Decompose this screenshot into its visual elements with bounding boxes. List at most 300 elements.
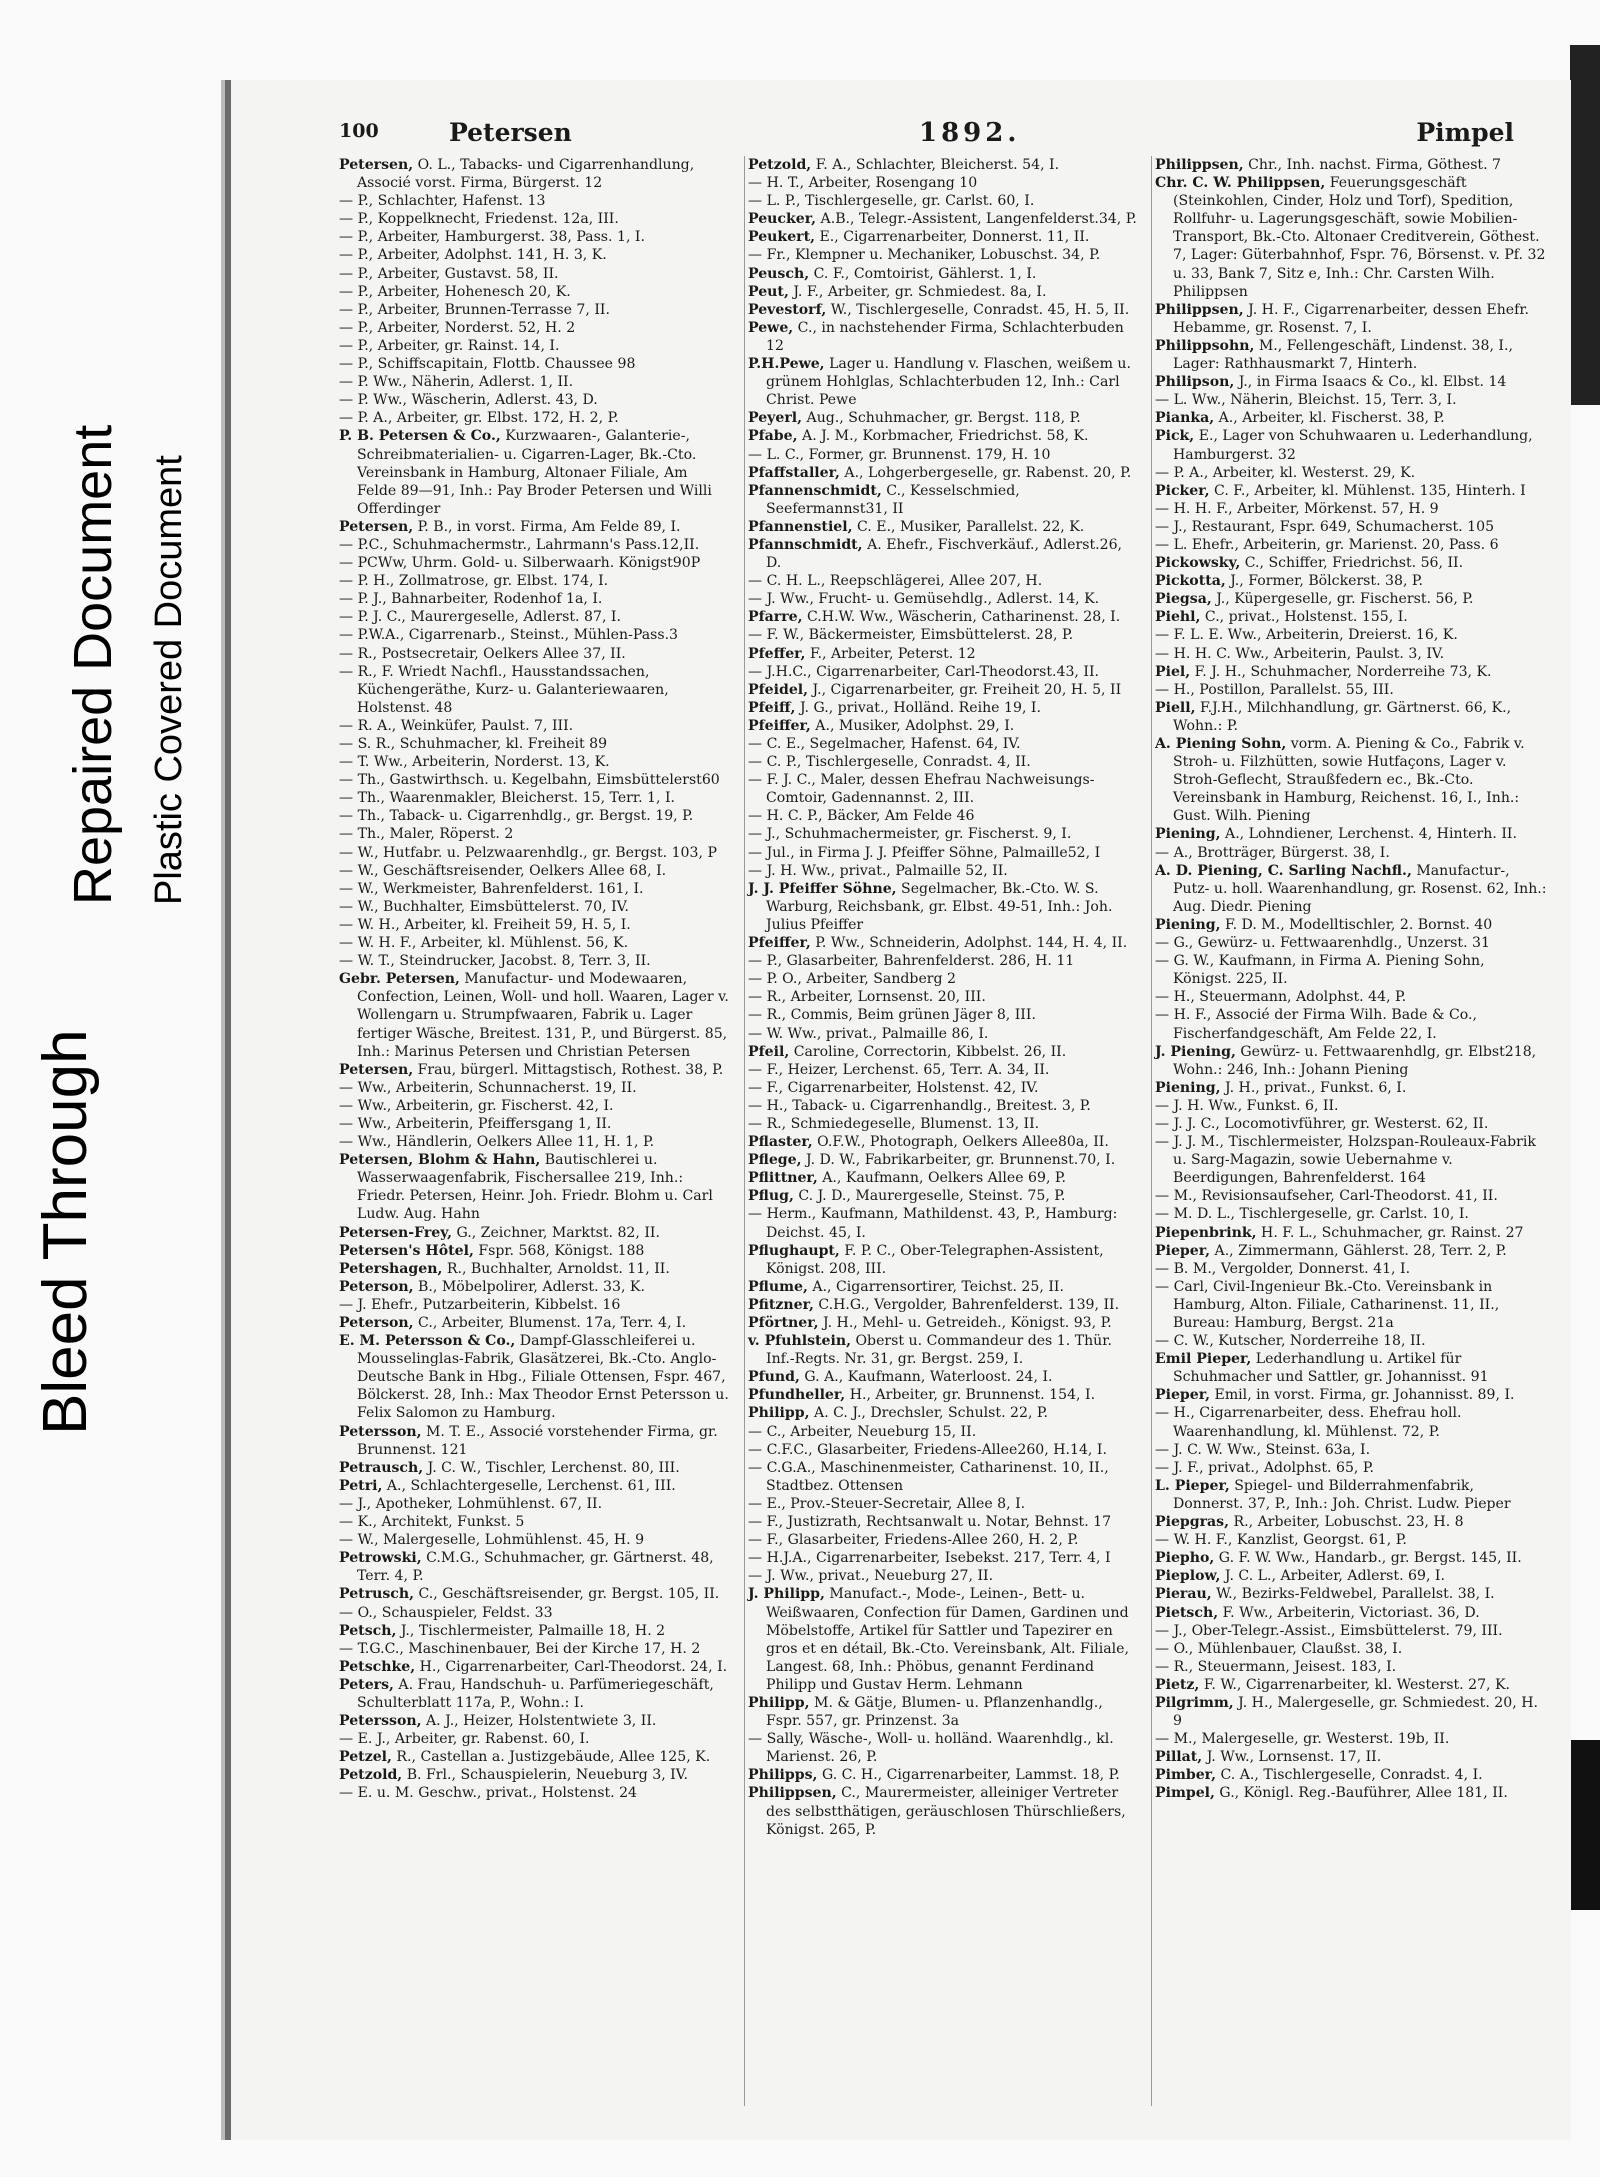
entry-name: Petershagen, <box>339 1260 443 1277</box>
entry-details: — W., Hutfabr. u. Pelzwaarenhdlg., gr. Bergst. 103, P <box>339 844 717 861</box>
entry-details: — G. W., Kaufmann, in Firma A. Piening Sohn, Königst. 225, II. <box>1155 953 1485 988</box>
entry-details: — J. Ww., Frucht- u. Gemüsehdlg., Adlerst. 14, K. <box>748 591 1100 608</box>
entry-details: C.H.W. Ww., Wäscherin, Catharinenst. 28, I. <box>802 609 1121 626</box>
directory-entry <box>339 663 731 717</box>
entry-details: E., Cigarrenarbeiter, Donnerst. 11, II. <box>815 229 1090 246</box>
entry-name: Picker, <box>1155 482 1210 499</box>
entry-name: Emil Pieper, <box>1155 1351 1252 1368</box>
entry-name: P.H.Pewe, <box>748 356 825 373</box>
directory-entry <box>339 1423 731 1459</box>
entry-details: — Carl, Civil-Ingenieur Bk.-Cto. Vereinsbank in Hamburg, Alton. Filiale, Catharinenst. 11, II., Bureau: Hamburg, Bergst. 21a <box>1155 1278 1500 1331</box>
directory-entry <box>1155 934 1547 952</box>
entry-details: — M. D. L., Tischlergeselle, gr. Carlst. 10, I. <box>1155 1206 1469 1223</box>
entry-name: Philipp, <box>748 1405 810 1422</box>
directory-entry <box>748 1151 1140 1169</box>
directory-entry <box>1155 427 1547 463</box>
directory-entry <box>1155 1043 1547 1079</box>
directory-entry <box>748 192 1140 210</box>
directory-entry <box>748 807 1140 825</box>
entry-details: J., Former, Bölckerst. 38, P. <box>1225 573 1424 590</box>
directory-entry <box>1155 608 1547 626</box>
directory-entry <box>339 717 731 735</box>
entry-details: Manufact.-, Mode-, Leinen-, Bett- u. Weißwaaren, Confection für Damen, Gardinen und Möbelstoffe, Artikel für Sattler und Tapezirer en gros et en détail, Bk.-Cto. Vereinsbank, Alt. Filiale, Langest. 68, Inh.: Phöbus, genannt Ferdinand Philipp und Gustav Herm. Lehmann <box>766 1586 1129 1693</box>
directory-entry <box>339 554 731 572</box>
directory-entry <box>748 1368 1140 1386</box>
directory-entry <box>1155 590 1547 608</box>
entry-details: Bautischlerei u. Wasserwaagenfabrik, Fischersallee 219, Inh.: Friedr. Petersen, Heinr. Joh. Friedr. Blohm u. Carl Ludw. Aug. Hahn <box>357 1152 713 1223</box>
directory-entry <box>748 1766 1140 1784</box>
directory-entry <box>1155 1079 1547 1097</box>
directory-entry <box>748 608 1140 626</box>
entry-details: G., Zeichner, Marktst. 82, II. <box>451 1224 660 1241</box>
entry-name: J. Piening, <box>1155 1043 1236 1060</box>
entry-details: — J. C. W. Ww., Steinst. 63a, I. <box>1155 1441 1371 1458</box>
entry-details: C., Geschäftsreisender, gr. Bergst. 105, II. <box>414 1586 720 1603</box>
entry-name: Peusch, <box>748 265 810 282</box>
directory-entry <box>339 228 731 246</box>
entry-name: Peyerl, <box>748 410 803 427</box>
column-2 <box>744 156 1140 2106</box>
entry-details: H., Cigarrenarbeiter, Carl-Theodorst. 24, I. <box>415 1658 728 1675</box>
entry-details: — P.C., Schuhmachermstr., Lahrmann's Pass.12,II. <box>339 536 700 553</box>
directory-entry <box>339 952 731 970</box>
directory-entry <box>339 1260 731 1278</box>
entry-details: A., Schlachtergeselle, Lerchenst. 61, III. <box>382 1477 676 1494</box>
entry-details: — R., Schmiedegeselle, Blumenst. 13, II. <box>748 1115 1040 1132</box>
directory-entry <box>748 446 1140 464</box>
entry-name: Pimpel, <box>1155 1785 1215 1802</box>
directory-entry <box>1155 1604 1547 1622</box>
entry-details: F. W., Cigarrenarbeiter, kl. Westerst. 27, K. <box>1199 1676 1511 1693</box>
entry-details: — A., Brotträger, Bürgerst. 38, I. <box>1155 844 1390 861</box>
directory-entry <box>339 844 731 862</box>
entry-details: R., Buchhalter, Arnoldst. 11, II. <box>442 1260 670 1277</box>
directory-entry <box>748 862 1140 880</box>
entry-details: A., Arbeiter, kl. Fischerst. 38, P. <box>1214 410 1445 427</box>
entry-details: — P., Arbeiter, Hohenesch 20, K. <box>339 283 571 300</box>
entry-details: A. Frau, Handschuh- u. Parfümeriegeschäft, Schulterblatt 117a, P., Wohn.: I. <box>357 1676 714 1711</box>
page-header <box>339 120 1539 150</box>
entry-details: — P. A., Arbeiter, kl. Westerst. 29, K. <box>1155 464 1416 481</box>
entry-details: W., Tischlergeselle, Conradst. 45, H. 5, II. <box>826 301 1130 318</box>
directory-entry <box>1155 572 1547 590</box>
directory-entry <box>339 1784 731 1802</box>
entry-details: A. C. J., Drechsler, Schulst. 22, P. <box>809 1405 1049 1422</box>
entry-details: F. Ww., Arbeiterin, Victoriast. 36, D. <box>1218 1604 1480 1621</box>
directory-entry <box>748 1549 1140 1567</box>
entry-details: Oberst u. Commandeur des 1. Thür. Inf.-Regts. Nr. 31, gr. Bergst. 259, I. <box>766 1333 1112 1368</box>
directory-entry <box>748 1423 1140 1441</box>
directory-entry <box>748 880 1140 934</box>
entry-details: C., Kesselschmied, Seefermannst31, II <box>766 482 1020 517</box>
entry-details: — J., Ober-Telegr.-Assist., Eimsbüttelerst. 79, III. <box>1155 1622 1503 1639</box>
directory-entry <box>748 301 1140 319</box>
entry-details: — P., Arbeiter, gr. Rainst. 14, I. <box>339 337 560 354</box>
entry-name: Petzold, <box>748 157 812 173</box>
entry-name: Pflug, <box>748 1188 794 1205</box>
directory-entry <box>748 1296 1140 1314</box>
entry-details: — W. H. F., Kanzlist, Georgst. 61, P. <box>1155 1532 1407 1549</box>
directory-entry <box>339 735 731 753</box>
entry-details: — Jul., in Firma J. J. Pfeiffer Söhne, Palmaille52, I <box>748 844 1101 861</box>
directory-entry <box>748 464 1140 482</box>
entry-name: Petschke, <box>339 1658 416 1675</box>
entry-details: — F. J. C., Maler, dessen Ehefrau Nachweisungs-Comtoir, Gadennannst. 2, III. <box>748 772 1095 807</box>
entry-name: P. B. Petersen & Co., <box>339 428 501 445</box>
entry-name: v. Pfuhlstein, <box>748 1333 852 1350</box>
directory-entry <box>748 409 1140 427</box>
entry-name: Pfeiffer, <box>748 717 811 734</box>
entry-details: J. C. L., Arbeiter, Adlerst. 69, I. <box>1220 1568 1445 1585</box>
entry-name: Philippsen, <box>1155 301 1244 318</box>
entry-details: — J. J. C., Locomotivführer, gr. Westerst. 62, II. <box>1155 1115 1489 1132</box>
entry-name: Peterson, <box>339 1315 414 1331</box>
entry-details: Kurzwaaren-, Galanterie-, Schreibmaterialien- u. Cigarren-Lager, Bk.-Cto. Vereinsbank in Hamburg, Altonaer Filiale, Am Felde 89—91, Inh.: Pay Broder Petersen und Willi Offerdinger <box>357 428 712 517</box>
entry-details: — T.G.C., Maschinenbauer, Bei der Kirche 17, H. 2 <box>339 1640 701 1657</box>
entry-details: — E. J., Arbeiter, gr. Rabenst. 60, I. <box>339 1731 590 1748</box>
directory-entry <box>339 156 731 192</box>
directory-entry <box>339 1585 731 1603</box>
directory-entry <box>339 898 731 916</box>
entry-details: — T. Ww., Arbeiterin, Norderst. 13, K. <box>339 754 610 771</box>
scan-edge-top <box>1570 45 1600 405</box>
entry-name: Pewe, <box>748 319 794 336</box>
entry-name: Piening, <box>1155 826 1221 843</box>
directory-entry <box>339 518 731 536</box>
entry-details: A., Cigarrensortirer, Teichst. 25, II. <box>807 1278 1064 1295</box>
entry-details: — H., Cigarrenarbeiter, dess. Ehefrau holl. Waarenhandlung, kl. Mühlenst. 72, P. <box>1155 1405 1462 1440</box>
entry-name: Pflege, <box>748 1152 802 1169</box>
directory-entry <box>1155 825 1547 843</box>
directory-entry <box>1155 1332 1547 1350</box>
entry-details: C., privat., Holstenst. 155, I. <box>1200 609 1408 626</box>
directory-entry <box>748 1694 1140 1730</box>
directory-entry <box>1155 1242 1547 1260</box>
scan-edge-bottom <box>1570 1740 1600 1910</box>
directory-entry <box>748 1386 1140 1404</box>
entry-name: Pfannenstiel, <box>748 518 853 535</box>
entry-details: J. H., privat., Funkst. 6, I. <box>1220 1079 1407 1096</box>
directory-entry <box>1155 1477 1547 1513</box>
side-labels <box>0 0 210 2177</box>
directory-entry <box>339 862 731 880</box>
directory-entry <box>1155 1386 1547 1404</box>
entry-details: — W., Werkmeister, Bahrenfelderst. 161, I. <box>339 880 644 897</box>
directory-entry <box>339 645 731 663</box>
entry-details: — C. H. L., Reepschlägerei, Allee 207, H. <box>748 573 1043 590</box>
entry-details: — R., Commis, Beim grünen Jäger 8, III. <box>748 1007 1036 1024</box>
entry-details: H., Arbeiter, gr. Brunnenst. 154, I. <box>845 1387 1096 1404</box>
entry-name: Peterson, <box>339 1278 414 1295</box>
entry-details: Segelmacher, Bk.-Cto. W. S. Warburg, Reichsbank, gr. Elbst. 49-51, Inh.: Joh. Julius Pfeiffer <box>766 880 1113 933</box>
entry-details: W., Bezirks-Feldwebel, Parallelst. 38, I. <box>1211 1586 1495 1603</box>
directory-entry <box>1155 1549 1547 1567</box>
entry-details: C.H.G., Vergolder, Bahrenfelderst. 139, II. <box>813 1296 1120 1313</box>
directory-entry <box>748 934 1140 952</box>
directory-entry <box>339 1242 731 1260</box>
entry-name: Petrusch, <box>339 1586 415 1603</box>
directory-entry <box>748 988 1140 1006</box>
entry-details: — P., Arbeiter, Hamburgerst. 38, Pass. 1, I. <box>339 229 645 246</box>
entry-name: Pfund, <box>748 1369 800 1386</box>
directory-entry <box>339 1748 731 1766</box>
entry-name: Petzel, <box>339 1749 392 1766</box>
entry-details: — H., Steuermann, Adolphst. 44, P. <box>1155 989 1407 1006</box>
entry-details: J., Cigarrenarbeiter, gr. Freiheit 20, H. 5, II <box>808 681 1122 698</box>
entry-details: — J., Restaurant, Fspr. 649, Schumacherst. 105 <box>1155 518 1495 535</box>
entry-details: J. F., Arbeiter, gr. Schmiedest. 8a, I. <box>788 283 1047 300</box>
directory-entry <box>1155 1730 1547 1748</box>
entry-details: H. F. L., Schuhmacher, gr. Rainst. 27 <box>1256 1224 1524 1241</box>
entry-details: A., Kaufmann, Oelkers Allee 69, P. <box>817 1170 1067 1187</box>
directory-entry <box>1155 337 1547 373</box>
directory-entry <box>1155 373 1547 391</box>
directory-entry <box>339 1622 731 1640</box>
entry-details: — E. u. M. Geschw., privat., Holstenst. 24 <box>339 1785 638 1802</box>
entry-details: C. E., Musiker, Parallelst. 22, K. <box>852 518 1085 535</box>
directory-entry <box>748 1495 1140 1513</box>
entry-details: Dampf-Glasschleiferei u. Mousselinglas-Fabrik, Glasätzerei, Bk.-Cto. Anglo-Deutsche Bank in Hbg., Filiale Ottensen, Fspr. 467, Bölckerst. 28, Inh.: Max Theodor Ernst Petersson u. Felix Salomon zu Hamburg. <box>357 1333 729 1422</box>
directory-entry <box>339 1658 731 1676</box>
directory-entry <box>1155 1640 1547 1658</box>
entry-details: A. J. M., Korbmacher, Friedrichst. 58, K. <box>797 428 1089 445</box>
directory-entry <box>748 1531 1140 1549</box>
entry-name: Pfannschmidt, <box>748 536 863 553</box>
entry-details: C., Schiffer, Friedrichst. 56, II. <box>1240 555 1464 572</box>
directory-entry <box>748 482 1140 518</box>
directory-entry <box>748 355 1140 409</box>
directory-entry <box>748 518 1140 536</box>
entry-details: — M., Malergeselle, gr. Westerst. 19b, II. <box>1155 1731 1450 1748</box>
entry-details: — F., Glasarbeiter, Friedens-Allee 260, H. 2, P. <box>748 1532 1079 1549</box>
directory-entry <box>339 1477 731 1495</box>
directory-entry <box>339 608 731 626</box>
entry-details: A. Ehefr., Fischverkäuf., Adlerst.26, D. <box>766 536 1123 572</box>
entry-details: B. Frl., Schauspielerin, Neueburg 3, IV. <box>402 1767 688 1784</box>
entry-details: P. B., in vorst. Firma, Am Felde 89, I. <box>413 518 681 535</box>
entry-details: — Ww., Arbeiterin, Schunnacherst. 19, II. <box>339 1079 637 1096</box>
entry-details: — P., Arbeiter, Brunnen-Terrasse 7, II. <box>339 301 610 318</box>
entry-details: — Ww., Arbeiterin, Pfeiffersgang 1, II. <box>339 1115 612 1132</box>
directory-entry <box>748 156 1140 174</box>
entry-details: — J., Schuhmachermeister, gr. Fischerst. 9, I. <box>748 826 1072 843</box>
directory-entry <box>1155 482 1547 500</box>
entry-details: — R., Arbeiter, Lornsenst. 20, III. <box>748 989 986 1006</box>
directory-entry <box>1155 1784 1547 1802</box>
entry-details: A., Zimmermann, Gählerst. 28, Terr. 2, P. <box>1210 1242 1507 1259</box>
directory-entry <box>748 1115 1140 1133</box>
directory-entry <box>748 1079 1140 1097</box>
entry-details: — J. Ww., privat., Neueburg 27, II. <box>748 1568 994 1585</box>
directory-entry <box>748 645 1140 663</box>
directory-entry <box>339 789 731 807</box>
entry-details: J., in Firma Isaacs & Co., kl. Elbst. 14 <box>1234 374 1507 391</box>
directory-entry <box>1155 1766 1547 1784</box>
directory-entry <box>748 265 1140 283</box>
directory-entry <box>1155 916 1547 934</box>
entry-details: R., Castellan a. Justizgebäude, Allee 125, K. <box>391 1749 711 1766</box>
directory-entry <box>748 1242 1140 1278</box>
directory-entry <box>748 1169 1140 1187</box>
directory-entry <box>748 283 1140 301</box>
entry-name: Philippsen, <box>748 1785 837 1802</box>
entry-name: Petzold, <box>339 1767 403 1784</box>
directory-entry <box>339 590 731 608</box>
entry-name: Piegsa, <box>1155 591 1212 608</box>
entry-details: F. A., Schlachter, Bleicherst. 54, I. <box>811 157 1060 173</box>
directory-entry <box>1155 536 1547 554</box>
directory-entry <box>1155 1585 1547 1603</box>
entry-details: — R. A., Weinküfer, Paulst. 7, III. <box>339 717 574 734</box>
directory-entry <box>339 319 731 337</box>
entry-details: — W., Geschäftsreisender, Oelkers Allee 68, I. <box>339 862 667 879</box>
entry-name: Petersen, <box>339 1061 414 1078</box>
directory-entry <box>1155 1459 1547 1477</box>
entry-name: Pimber, <box>1155 1767 1216 1784</box>
entry-details: F., Arbeiter, Peterst. 12 <box>805 645 976 662</box>
directory-entry <box>339 1495 731 1513</box>
directory-entry <box>1155 391 1547 409</box>
entry-details: — F., Cigarrenarbeiter, Holstenst. 42, IV. <box>748 1079 1039 1096</box>
entry-name: Petersen, <box>339 157 414 173</box>
directory-entry <box>339 1332 731 1422</box>
directory-entry <box>339 1061 731 1079</box>
directory-entry <box>748 970 1140 988</box>
directory-entry <box>339 1296 731 1314</box>
entry-details: R., Arbeiter, Lobuschst. 23, H. 8 <box>1229 1514 1464 1531</box>
entry-details: — P., Schlachter, Hafenst. 13 <box>339 193 546 210</box>
directory-entry <box>748 536 1140 572</box>
directory-entry <box>748 825 1140 843</box>
directory-entry <box>339 301 731 319</box>
entry-name: Pfundheller, <box>748 1387 846 1404</box>
entry-details: C. F., Arbeiter, kl. Mühlenst. 135, Hinterh. I <box>1209 482 1526 499</box>
directory-entry <box>339 192 731 210</box>
directory-entry <box>339 753 731 771</box>
entry-details: — F. L. E. Ww., Arbeiterin, Dreierst. 16, K. <box>1155 627 1458 644</box>
entry-details: — P. Ww., Wäscherin, Adlerst. 43, D. <box>339 392 598 409</box>
entry-name: A. Piening Sohn, <box>1155 736 1287 752</box>
entry-details: — C.G.A., Maschinenmeister, Catharinenst. 10, II., Stadtbez. Ottensen <box>748 1459 1109 1494</box>
entry-details: J. H., Mehl- u. Getreideh., Königst. 93, P. <box>818 1315 1112 1331</box>
entry-details: — W. H. F., Arbeiter, kl. Mühlenst. 56, K. <box>339 935 629 952</box>
entry-details: — Th., Taback- u. Cigarrenhdlg., gr. Bergst. 19, P. <box>339 808 694 825</box>
directory-entry <box>1155 1531 1547 1549</box>
directory-entry <box>1155 681 1547 699</box>
entry-name: Philippsohn, <box>1155 337 1255 354</box>
entry-name: Pfeiffer, <box>748 935 811 952</box>
page-number: 100 <box>339 120 379 142</box>
entry-name: L. Pieper, <box>1155 1477 1230 1494</box>
entry-name: Pillat, <box>1155 1749 1203 1766</box>
directory-entry <box>1155 1513 1547 1531</box>
directory-entry <box>748 1404 1140 1422</box>
entry-name: Petersen, <box>339 518 414 535</box>
directory-entry <box>748 1459 1140 1495</box>
entry-details: Gewürz- u. Fettwaarenhdlg, gr. Elbst218, Wohn.: 246, Inh.: Johann Piening <box>1173 1043 1537 1078</box>
entry-details: G., Königl. Reg.-Bauführer, Allee 181, II. <box>1214 1785 1508 1802</box>
entry-details: C., Maurermeister, alleiniger Vertreter des selbstthätigen, geräuschlosen Thürschließers, Königst. 265, P. <box>766 1785 1126 1838</box>
directory-entry <box>748 1332 1140 1368</box>
entry-name: Pfabe, <box>748 428 798 445</box>
entry-details: J. G., privat., Holländ. Reihe 19, I. <box>795 699 1041 716</box>
entry-details: — H. H. F., Arbeiter, Mörkenst. 57, H. 9 <box>1155 500 1439 517</box>
entry-details: — P., Schiffscapitain, Flottb. Chaussee 98 <box>339 356 636 373</box>
directory-entry <box>1155 1205 1547 1223</box>
entry-details: M. T. E., Associé vorstehender Firma, gr. Brunnenst. 121 <box>357 1423 718 1458</box>
directory-entry <box>1155 1133 1547 1187</box>
directory-entry <box>339 283 731 301</box>
entry-details: — L. Ww., Näherin, Bleichst. 15, Terr. 3, I. <box>1155 392 1457 409</box>
entry-details: M., Fellengeschäft, Lindenst. 38, I., Lager: Rathhausmarkt 7, Hinterh. <box>1173 337 1513 373</box>
entry-details: — C., Arbeiter, Neueburg 15, II. <box>748 1423 977 1440</box>
directory-entry <box>748 1097 1140 1115</box>
plastic-covered-label: Plastic Covered Document <box>148 455 190 905</box>
directory-entry <box>339 210 731 228</box>
entry-name: Piening, <box>1155 1079 1221 1096</box>
directory-entry <box>339 807 731 825</box>
entry-details: Feuerungsgeschäft (Steinkohlen, Cinder, Holz und Torf), Spedition, Rollfuhr- u. Lagerungsgeschäft, sowie Mobilien-Transport, Bk.-Cto. Altonaer Creditverein, Göthest. 7, Lager: Güterbahnhof, Fspr. 76, Börsenst. v. Pf. 32 u. 33, Bank 7, Sitz e, Inh.: Chr. Carsten Wilh. Philippsen <box>1173 175 1546 300</box>
entry-name: Pickowsky, <box>1155 555 1241 572</box>
entry-details: — C. E., Segelmacher, Hafenst. 64, IV. <box>748 736 1021 752</box>
entry-details: — P. J., Bahnarbeiter, Rodenhof 1a, I. <box>339 591 603 608</box>
directory-entry <box>1155 735 1547 825</box>
header-right-word: Pimpel <box>1416 118 1514 147</box>
entry-details: — J. F., privat., Adolphst. 65, P. <box>1155 1459 1374 1476</box>
directory-entry <box>748 1006 1140 1024</box>
directory-entry <box>748 1187 1140 1205</box>
directory-entry <box>748 246 1140 264</box>
entry-details: J., Küpergeselle, gr. Fischerst. 56, P. <box>1211 591 1474 608</box>
entry-details: Aug., Schuhmacher, gr. Bergst. 118, P. <box>802 410 1081 427</box>
entry-name: Peters, <box>339 1676 394 1693</box>
directory-entry <box>748 681 1140 699</box>
directory-entry <box>339 1314 731 1332</box>
entry-details: G. C. H., Cigarrenarbeiter, Lammst. 18, P. <box>817 1767 1120 1784</box>
entry-details: J., Tischlermeister, Palmaille 18, H. 2 <box>396 1622 666 1639</box>
entry-details: — P.W.A., Cigarrenarb., Steinst., Mühlen-Pass.3 <box>339 627 679 644</box>
entry-name: Philipson, <box>1155 374 1235 391</box>
entry-details: — R., Postsecretair, Oelkers Allee 37, II. <box>339 645 626 662</box>
entry-details: — W. T., Steindrucker, Jacobst. 8, Terr. 3, II. <box>339 953 651 970</box>
directory-entry <box>1155 1278 1547 1332</box>
entry-details: C. A., Tischlergeselle, Conradst. 4, I. <box>1216 1767 1483 1784</box>
entry-details: — J. H. Ww., privat., Palmaille 52, II. <box>748 862 1008 879</box>
directory-entry <box>339 1531 731 1549</box>
entry-details: J. C. W., Tischler, Lerchenst. 80, III. <box>423 1459 680 1476</box>
entry-details: — L. P., Tischlergeselle, gr. Carlst. 60, I. <box>748 193 1035 210</box>
entry-details: C. J. D., Maurergeselle, Steinst. 75, P. <box>793 1188 1066 1205</box>
entry-details: — W. H., Arbeiter, kl. Freiheit 59, H. 5, I. <box>339 916 631 933</box>
entry-details: — K., Architekt, Funkst. 5 <box>339 1514 525 1531</box>
directory-entry <box>339 880 731 898</box>
entry-details: — H.J.A., Cigarrenarbeiter, Isebekst. 217, Terr. 4, I <box>748 1550 1111 1567</box>
directory-entry <box>748 952 1140 970</box>
entry-details: — P., Arbeiter, Norderst. 52, H. 2 <box>339 319 576 336</box>
directory-entry <box>1155 952 1547 988</box>
directory-entry <box>748 319 1140 355</box>
directory-entry <box>339 626 731 644</box>
entry-name: Pierau, <box>1155 1586 1212 1603</box>
entry-name: Philipps, <box>748 1767 818 1784</box>
entry-details: — Ww., Arbeiterin, gr. Fischerst. 42, I. <box>339 1097 614 1114</box>
entry-details: — J. H. Ww., Funkst. 6, II. <box>1155 1097 1339 1114</box>
entry-details: C. F., Comtoirist, Gählerst. 1, I. <box>809 265 1037 282</box>
entry-name: Pietsch, <box>1155 1604 1219 1621</box>
entry-details: Lager u. Handlung v. Flaschen, weißem u. grünem Hohlglas, Schlachterbuden 12, Inh.: Carl Christ. Pewe <box>766 356 1131 409</box>
entry-details: — P. O., Arbeiter, Sandberg 2 <box>748 971 956 988</box>
directory-entry <box>1155 1224 1547 1242</box>
